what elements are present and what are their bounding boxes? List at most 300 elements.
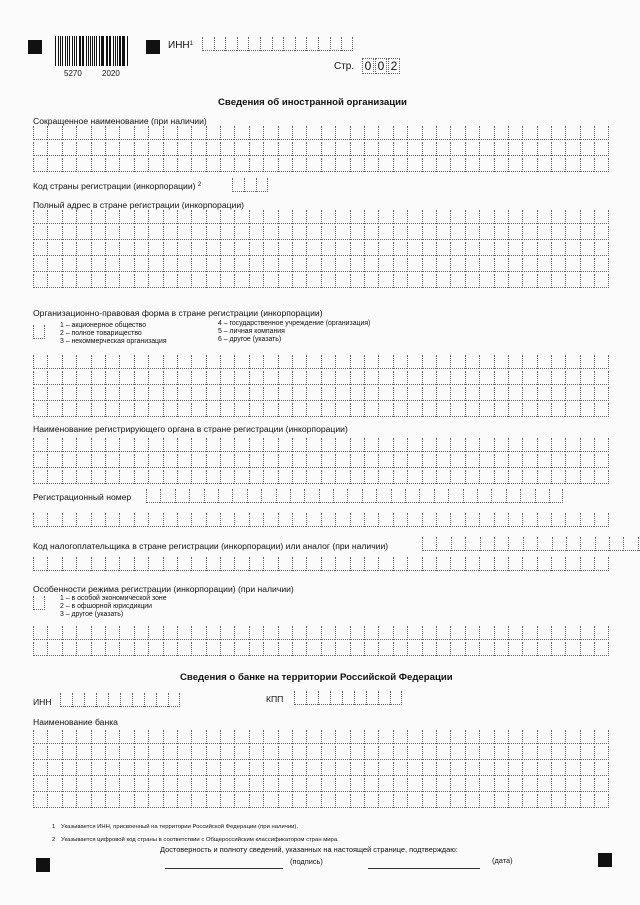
input-cell[interactable]	[450, 557, 464, 571]
input-cell[interactable]	[168, 693, 180, 707]
input-cell[interactable]	[220, 626, 234, 640]
input-cell[interactable]	[249, 242, 263, 256]
input-cell[interactable]	[479, 454, 493, 468]
input-cell[interactable]	[177, 126, 191, 140]
input-cell[interactable]	[422, 626, 436, 640]
input-cell[interactable]	[479, 778, 493, 792]
input-cell[interactable]	[465, 142, 479, 156]
input-cell[interactable]	[119, 642, 133, 656]
input-cell[interactable]	[292, 242, 306, 256]
input-cell[interactable]	[479, 355, 493, 369]
input-cell[interactable]	[72, 693, 84, 707]
input-cell[interactable]	[47, 274, 61, 288]
input-cell[interactable]	[479, 258, 493, 272]
input-cell[interactable]	[91, 557, 105, 571]
input-cell[interactable]	[304, 489, 318, 503]
input-cell[interactable]	[292, 226, 306, 240]
input-cell[interactable]	[62, 778, 76, 792]
input-cell[interactable]	[134, 142, 148, 156]
input-cell[interactable]	[494, 454, 508, 468]
input-cell[interactable]	[537, 371, 551, 385]
input-cell[interactable]	[479, 403, 493, 417]
input-cell[interactable]	[33, 242, 47, 256]
input-cell[interactable]	[134, 226, 148, 240]
input-cell[interactable]	[522, 274, 536, 288]
input-cell[interactable]	[508, 355, 522, 369]
input-cell[interactable]	[120, 693, 132, 707]
input-cell[interactable]	[565, 242, 579, 256]
input-cell[interactable]	[436, 274, 450, 288]
address-row-5[interactable]	[33, 274, 609, 288]
input-cell[interactable]	[62, 403, 76, 417]
input-cell[interactable]	[494, 642, 508, 656]
input-cell[interactable]	[378, 778, 392, 792]
taxpayer-code-row-1[interactable]	[422, 537, 640, 551]
input-cell[interactable]	[177, 762, 191, 776]
input-cell[interactable]	[321, 762, 335, 776]
input-cell[interactable]	[263, 142, 277, 156]
input-cell[interactable]	[321, 746, 335, 760]
input-cell[interactable]	[76, 557, 90, 571]
input-cell[interactable]	[522, 626, 536, 640]
input-cell[interactable]	[119, 274, 133, 288]
input-cell[interactable]	[508, 242, 522, 256]
input-cell[interactable]	[393, 403, 407, 417]
input-cell[interactable]	[465, 513, 479, 527]
input-cell[interactable]	[306, 513, 320, 527]
input-cell[interactable]	[263, 126, 277, 140]
input-cell[interactable]	[263, 438, 277, 452]
input-cell[interactable]	[148, 746, 162, 760]
input-cell[interactable]	[580, 242, 594, 256]
input-cell[interactable]	[220, 274, 234, 288]
input-cell[interactable]	[479, 274, 493, 288]
input-cell[interactable]	[249, 762, 263, 776]
input-cell[interactable]	[202, 37, 214, 51]
input-cell[interactable]	[407, 470, 421, 484]
input-cell[interactable]	[522, 158, 536, 172]
input-cell[interactable]	[378, 438, 392, 452]
input-cell[interactable]	[537, 355, 551, 369]
input-cell[interactable]	[263, 762, 277, 776]
legal-form-other-row-1[interactable]	[33, 355, 609, 369]
input-cell[interactable]	[278, 210, 292, 224]
input-cell[interactable]	[378, 730, 392, 744]
input-cell[interactable]	[378, 258, 392, 272]
input-cell[interactable]	[494, 438, 508, 452]
registering-body-row-2[interactable]	[33, 454, 609, 468]
input-cell[interactable]	[163, 158, 177, 172]
input-cell[interactable]	[436, 730, 450, 744]
input-cell[interactable]	[537, 642, 551, 656]
input-cell[interactable]	[364, 626, 378, 640]
input-cell[interactable]	[321, 438, 335, 452]
input-cell[interactable]	[393, 210, 407, 224]
input-cell[interactable]	[364, 470, 378, 484]
input-cell[interactable]	[465, 242, 479, 256]
input-cell[interactable]	[436, 355, 450, 369]
input-cell[interactable]	[163, 242, 177, 256]
input-cell[interactable]	[450, 355, 464, 369]
input-cell[interactable]	[580, 387, 594, 401]
address-row-3[interactable]	[33, 242, 609, 256]
date-line[interactable]	[368, 868, 480, 869]
input-cell[interactable]	[508, 778, 522, 792]
input-cell[interactable]	[276, 489, 290, 503]
input-cell[interactable]	[565, 730, 579, 744]
input-cell[interactable]	[105, 438, 119, 452]
input-cell[interactable]	[119, 226, 133, 240]
input-cell[interactable]	[163, 226, 177, 240]
input-cell[interactable]	[350, 513, 364, 527]
input-cell[interactable]	[91, 274, 105, 288]
input-cell[interactable]	[407, 438, 421, 452]
input-cell[interactable]	[249, 557, 263, 571]
input-cell[interactable]	[422, 557, 436, 571]
input-cell[interactable]	[191, 454, 205, 468]
input-cell[interactable]	[508, 642, 522, 656]
input-cell[interactable]	[191, 513, 205, 527]
input-cell[interactable]	[565, 438, 579, 452]
input-cell[interactable]	[422, 513, 436, 527]
input-cell[interactable]	[450, 626, 464, 640]
input-cell[interactable]	[522, 730, 536, 744]
input-cell[interactable]	[119, 454, 133, 468]
input-cell[interactable]	[234, 126, 248, 140]
input-cell[interactable]	[234, 403, 248, 417]
input-cell[interactable]	[522, 557, 536, 571]
input-cell[interactable]	[249, 274, 263, 288]
input-cell[interactable]	[494, 513, 508, 527]
input-cell[interactable]	[537, 762, 551, 776]
input-cell[interactable]	[364, 403, 378, 417]
input-cell[interactable]	[450, 371, 464, 385]
input-cell[interactable]	[105, 242, 119, 256]
input-cell[interactable]	[91, 778, 105, 792]
regime-other-row-2[interactable]	[33, 642, 609, 656]
input-cell[interactable]	[551, 242, 565, 256]
input-cell[interactable]	[450, 387, 464, 401]
input-cell[interactable]	[278, 403, 292, 417]
input-cell[interactable]	[191, 730, 205, 744]
bank-inn-cells[interactable]	[60, 693, 180, 707]
input-cell[interactable]	[163, 274, 177, 288]
input-cell[interactable]	[450, 226, 464, 240]
input-cell[interactable]	[537, 210, 551, 224]
input-cell[interactable]	[249, 258, 263, 272]
input-cell[interactable]	[105, 142, 119, 156]
input-cell[interactable]	[537, 242, 551, 256]
input-cell[interactable]	[249, 142, 263, 156]
input-cell[interactable]	[405, 489, 419, 503]
input-cell[interactable]	[33, 470, 47, 484]
input-cell[interactable]	[191, 226, 205, 240]
input-cell[interactable]	[580, 371, 594, 385]
input-cell[interactable]	[292, 626, 306, 640]
input-cell[interactable]	[220, 557, 234, 571]
input-cell[interactable]	[341, 37, 353, 51]
input-cell[interactable]	[148, 730, 162, 744]
input-cell[interactable]	[177, 730, 191, 744]
input-cell[interactable]	[378, 226, 392, 240]
input-cell[interactable]	[393, 513, 407, 527]
input-cell[interactable]	[378, 158, 392, 172]
input-cell[interactable]	[191, 387, 205, 401]
input-cell[interactable]	[76, 642, 90, 656]
input-cell[interactable]	[508, 730, 522, 744]
input-cell[interactable]	[191, 778, 205, 792]
input-cell[interactable]	[163, 371, 177, 385]
input-cell[interactable]	[537, 730, 551, 744]
input-cell[interactable]	[76, 274, 90, 288]
input-cell[interactable]	[436, 537, 450, 551]
input-cell[interactable]	[105, 746, 119, 760]
input-cell[interactable]	[47, 626, 61, 640]
input-cell[interactable]	[378, 454, 392, 468]
input-cell[interactable]	[206, 778, 220, 792]
input-cell[interactable]	[47, 403, 61, 417]
input-cell[interactable]	[594, 126, 608, 140]
input-cell[interactable]	[119, 403, 133, 417]
input-cell[interactable]	[177, 454, 191, 468]
input-cell[interactable]	[148, 557, 162, 571]
input-cell[interactable]	[378, 746, 392, 760]
input-cell[interactable]	[206, 794, 220, 808]
input-cell[interactable]	[366, 691, 378, 705]
input-cell[interactable]	[306, 403, 320, 417]
input-cell[interactable]	[350, 642, 364, 656]
input-cell[interactable]	[62, 355, 76, 369]
input-cell[interactable]	[594, 258, 608, 272]
input-cell[interactable]	[580, 513, 594, 527]
input-cell[interactable]	[450, 142, 464, 156]
taxpayer-code-row-2[interactable]	[33, 557, 609, 571]
input-cell[interactable]	[263, 642, 277, 656]
input-cell[interactable]	[206, 642, 220, 656]
input-cell[interactable]	[580, 642, 594, 656]
legal-form-other-row-4[interactable]	[33, 403, 609, 417]
input-cell[interactable]	[263, 794, 277, 808]
input-cell[interactable]	[321, 557, 335, 571]
input-cell[interactable]	[465, 158, 479, 172]
bank-name-row-5[interactable]	[33, 794, 609, 808]
input-cell[interactable]	[220, 438, 234, 452]
input-cell[interactable]	[465, 642, 479, 656]
input-cell[interactable]	[295, 37, 307, 51]
input-cell[interactable]	[91, 454, 105, 468]
input-cell[interactable]	[422, 355, 436, 369]
input-cell[interactable]	[91, 387, 105, 401]
input-cell[interactable]	[234, 274, 248, 288]
input-cell[interactable]	[494, 242, 508, 256]
input-cell[interactable]	[163, 746, 177, 760]
input-cell[interactable]	[220, 454, 234, 468]
input-cell[interactable]	[91, 126, 105, 140]
input-cell[interactable]	[342, 691, 354, 705]
input-cell[interactable]	[594, 730, 608, 744]
input-cell[interactable]	[33, 596, 45, 610]
input-cell[interactable]	[407, 730, 421, 744]
input-cell[interactable]	[62, 226, 76, 240]
input-cell[interactable]	[234, 626, 248, 640]
input-cell[interactable]	[494, 274, 508, 288]
input-cell[interactable]	[321, 626, 335, 640]
input-cell[interactable]	[177, 258, 191, 272]
input-cell[interactable]	[364, 762, 378, 776]
input-cell[interactable]	[537, 557, 551, 571]
input-cell[interactable]	[393, 142, 407, 156]
input-cell[interactable]	[76, 794, 90, 808]
input-cell[interactable]	[134, 794, 148, 808]
input-cell[interactable]	[465, 210, 479, 224]
input-cell[interactable]	[494, 537, 508, 551]
input-cell[interactable]	[148, 142, 162, 156]
input-cell[interactable]	[278, 126, 292, 140]
input-cell[interactable]	[594, 762, 608, 776]
input-cell[interactable]	[76, 210, 90, 224]
input-cell[interactable]	[450, 403, 464, 417]
bank-name-row-2[interactable]	[33, 746, 609, 760]
input-cell[interactable]	[76, 454, 90, 468]
input-cell[interactable]	[105, 210, 119, 224]
input-cell[interactable]	[594, 142, 608, 156]
input-cell[interactable]	[292, 142, 306, 156]
input-cell[interactable]	[191, 355, 205, 369]
input-cell[interactable]	[378, 794, 392, 808]
bank-kpp-cells[interactable]	[294, 691, 402, 705]
input-cell[interactable]	[249, 226, 263, 240]
input-cell[interactable]	[508, 438, 522, 452]
input-cell[interactable]	[522, 794, 536, 808]
input-cell[interactable]	[335, 557, 349, 571]
input-cell[interactable]	[479, 470, 493, 484]
input-cell[interactable]	[508, 158, 522, 172]
input-cell[interactable]	[391, 489, 405, 503]
input-cell[interactable]	[321, 142, 335, 156]
input-cell[interactable]	[148, 762, 162, 776]
input-cell[interactable]	[84, 693, 96, 707]
input-cell[interactable]	[479, 730, 493, 744]
input-cell[interactable]	[580, 454, 594, 468]
input-cell[interactable]	[163, 355, 177, 369]
input-cell[interactable]	[191, 126, 205, 140]
input-cell[interactable]	[234, 387, 248, 401]
input-cell[interactable]	[434, 489, 448, 503]
input-cell[interactable]	[450, 158, 464, 172]
input-cell[interactable]	[206, 762, 220, 776]
input-cell[interactable]	[364, 158, 378, 172]
input-cell[interactable]	[494, 730, 508, 744]
input-cell[interactable]	[62, 242, 76, 256]
input-cell[interactable]	[292, 158, 306, 172]
input-cell[interactable]	[306, 454, 320, 468]
input-cell[interactable]	[350, 242, 364, 256]
input-cell[interactable]	[33, 557, 47, 571]
input-cell[interactable]	[494, 762, 508, 776]
input-cell[interactable]	[292, 387, 306, 401]
input-cell[interactable]	[134, 210, 148, 224]
input-cell[interactable]	[551, 274, 565, 288]
address-row-2[interactable]	[33, 226, 609, 240]
input-cell[interactable]	[321, 454, 335, 468]
input-cell[interactable]	[479, 438, 493, 452]
input-cell[interactable]	[393, 794, 407, 808]
input-cell[interactable]	[47, 258, 61, 272]
input-cell[interactable]	[191, 626, 205, 640]
input-cell[interactable]	[191, 210, 205, 224]
input-cell[interactable]	[134, 158, 148, 172]
input-cell[interactable]	[148, 794, 162, 808]
input-cell[interactable]	[96, 693, 108, 707]
input-cell[interactable]	[119, 746, 133, 760]
input-cell[interactable]	[407, 626, 421, 640]
input-cell[interactable]	[390, 691, 402, 705]
input-cell[interactable]	[549, 489, 563, 503]
input-cell[interactable]	[134, 274, 148, 288]
input-cell[interactable]	[522, 210, 536, 224]
input-cell[interactable]	[292, 730, 306, 744]
input-cell[interactable]	[263, 355, 277, 369]
input-cell[interactable]	[278, 274, 292, 288]
input-cell[interactable]	[134, 762, 148, 776]
input-cell[interactable]	[479, 513, 493, 527]
input-cell[interactable]	[76, 730, 90, 744]
input-cell[interactable]	[191, 258, 205, 272]
input-cell[interactable]	[33, 325, 45, 339]
input-cell[interactable]	[263, 210, 277, 224]
input-cell[interactable]	[177, 438, 191, 452]
input-cell[interactable]	[436, 158, 450, 172]
input-cell[interactable]	[350, 794, 364, 808]
input-cell[interactable]	[189, 489, 203, 503]
input-cell[interactable]	[378, 642, 392, 656]
input-cell[interactable]	[450, 470, 464, 484]
input-cell[interactable]	[594, 274, 608, 288]
input-cell[interactable]	[62, 210, 76, 224]
input-cell[interactable]	[523, 537, 537, 551]
input-cell[interactable]	[537, 513, 551, 527]
input-cell[interactable]	[163, 794, 177, 808]
input-cell[interactable]	[508, 537, 522, 551]
input-cell[interactable]	[177, 513, 191, 527]
input-cell[interactable]	[321, 778, 335, 792]
input-cell[interactable]	[407, 355, 421, 369]
input-cell[interactable]	[249, 470, 263, 484]
input-cell[interactable]	[33, 210, 47, 224]
input-cell[interactable]	[318, 37, 330, 51]
input-cell[interactable]	[60, 693, 72, 707]
input-cell[interactable]	[249, 403, 263, 417]
input-cell[interactable]	[278, 794, 292, 808]
input-cell[interactable]	[234, 242, 248, 256]
input-cell[interactable]	[62, 470, 76, 484]
input-cell[interactable]	[272, 37, 284, 51]
input-cell[interactable]	[407, 226, 421, 240]
input-cell[interactable]	[321, 371, 335, 385]
input-cell[interactable]	[436, 642, 450, 656]
legal-form-other-row-3[interactable]	[33, 387, 609, 401]
input-cell[interactable]	[407, 557, 421, 571]
input-cell[interactable]	[91, 242, 105, 256]
input-cell[interactable]	[378, 126, 392, 140]
input-cell[interactable]	[479, 762, 493, 776]
input-cell[interactable]	[292, 454, 306, 468]
input-cell[interactable]	[350, 226, 364, 240]
input-cell[interactable]	[177, 226, 191, 240]
input-cell[interactable]	[537, 454, 551, 468]
input-cell[interactable]	[393, 258, 407, 272]
input-cell[interactable]	[62, 126, 76, 140]
